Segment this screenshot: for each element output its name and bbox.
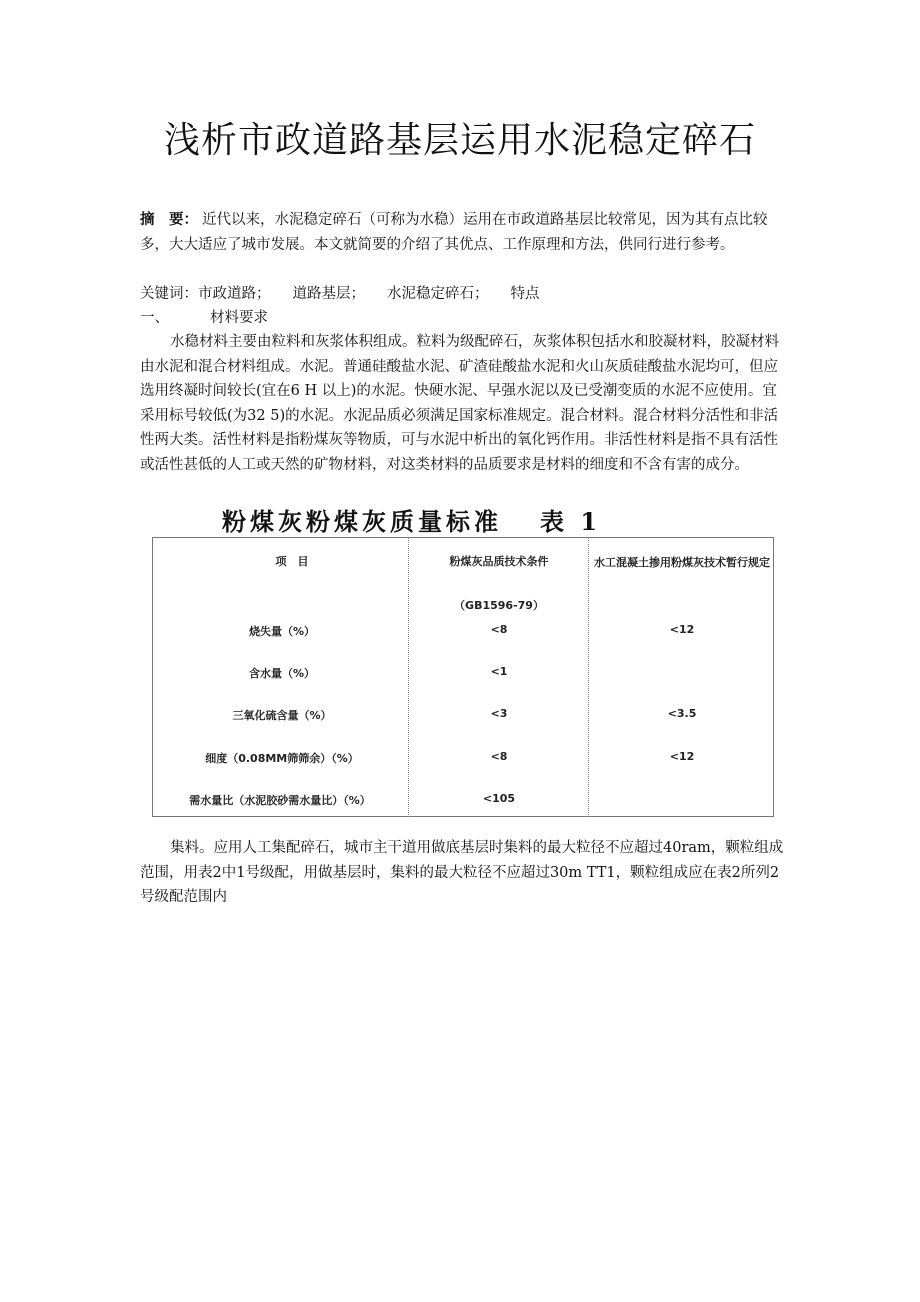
keyword: 道路基层； bbox=[292, 286, 365, 302]
abstract bbox=[140, 208, 785, 257]
table-title bbox=[222, 502, 601, 537]
table-cell: <3 bbox=[490, 707, 508, 720]
keyword: 特点 bbox=[510, 286, 540, 302]
table-cell: <3.5 bbox=[667, 707, 697, 720]
table-cell: <105 bbox=[482, 792, 516, 805]
table-header: 水工混凝土掺用粉煤灰技术暂行规定 bbox=[594, 556, 770, 569]
section-number: 一、 bbox=[140, 310, 169, 326]
section-heading bbox=[140, 306, 785, 331]
keyword: 市政道路； bbox=[198, 286, 271, 302]
abstract-text: 近代以来，水泥稳定碎石（可称为水稳）运用在市政道路基层比较常见，因为其有点比较多，大大适应了城市发展。本文就简要的介绍了其优点、工作原理和方法，供同行进行参考。 bbox=[140, 212, 768, 253]
table-divider bbox=[588, 537, 589, 817]
table-cell: 烧失量（%） bbox=[248, 625, 316, 638]
abstract-label: 摘 要： bbox=[140, 211, 198, 228]
table-cell: 需水量比（水泥胶砂需水量比）（%） bbox=[189, 794, 371, 807]
table-cell: <1 bbox=[490, 665, 508, 678]
table-header: 项 目 bbox=[275, 555, 309, 568]
table-header: 粉煤灰品质技术条件 bbox=[449, 555, 549, 568]
keywords bbox=[140, 282, 785, 307]
paragraph: 水稳材料主要由粒料和灰浆体积组成。粒料为级配碎石，灰浆体积包括水和胶凝材料，胶凝材料由水泥和混合材料组成。水泥。普通硅酸盐水泥、矿渣硅酸盐水泥和火山灰质硅酸盐水泥均可，但应选用终凝时间较长(宜在6 H 以上)的水泥。快硬水泥、早强水泥以及已受潮变质的水泥不应使用。宜采用标号较低(为32 5)的水泥。水泥品质必须满足国家标准规定。混合材料。混合材料分活性和非活性两大类。活性材料是指粉煤灰等物质，可与水泥中析出的氧化钙作用。非活性材料是指不具有活性或活性甚低的人工或天然的矿物材料，对这类材料的品质要求是材料的细度和不含有害的成分。 bbox=[140, 334, 779, 473]
table-title-text: 粉煤灰粉煤灰质量标准 bbox=[222, 507, 502, 536]
table-number: 表 1 bbox=[540, 507, 602, 536]
quality-standard-table bbox=[152, 537, 774, 817]
table-cell: <8 bbox=[490, 623, 508, 636]
keyword: 水泥稳定碎石； bbox=[387, 286, 489, 302]
table-cell: 含水量（%） bbox=[248, 667, 316, 680]
paragraph: 集料。应用人工集配碎石，城市主干道用做底基层时集料的最大粒径不应超过40ram，颗粒组成范围，用表2中1号级配，用做基层时，集料的最大粒径不应超过30m TT1，颗粒组成应在表2所列2号级配范围内 bbox=[140, 840, 784, 905]
page-title: 浅析市政道路基层运用水泥稳定碎石 bbox=[163, 120, 756, 161]
section-title: 材料要求 bbox=[210, 310, 268, 326]
table-cell: <12 bbox=[669, 623, 695, 636]
table-cell: <8 bbox=[490, 750, 508, 763]
table-cell: <12 bbox=[669, 750, 695, 763]
table-header-sub: （GB1596-79） bbox=[454, 599, 544, 612]
table-cell: 三氧化硫含量（%） bbox=[232, 709, 332, 722]
table-divider bbox=[408, 537, 409, 817]
keywords-label: 关键词： bbox=[140, 286, 198, 302]
table-cell: 细度（0.08MM筛筛余）（%） bbox=[205, 752, 359, 765]
